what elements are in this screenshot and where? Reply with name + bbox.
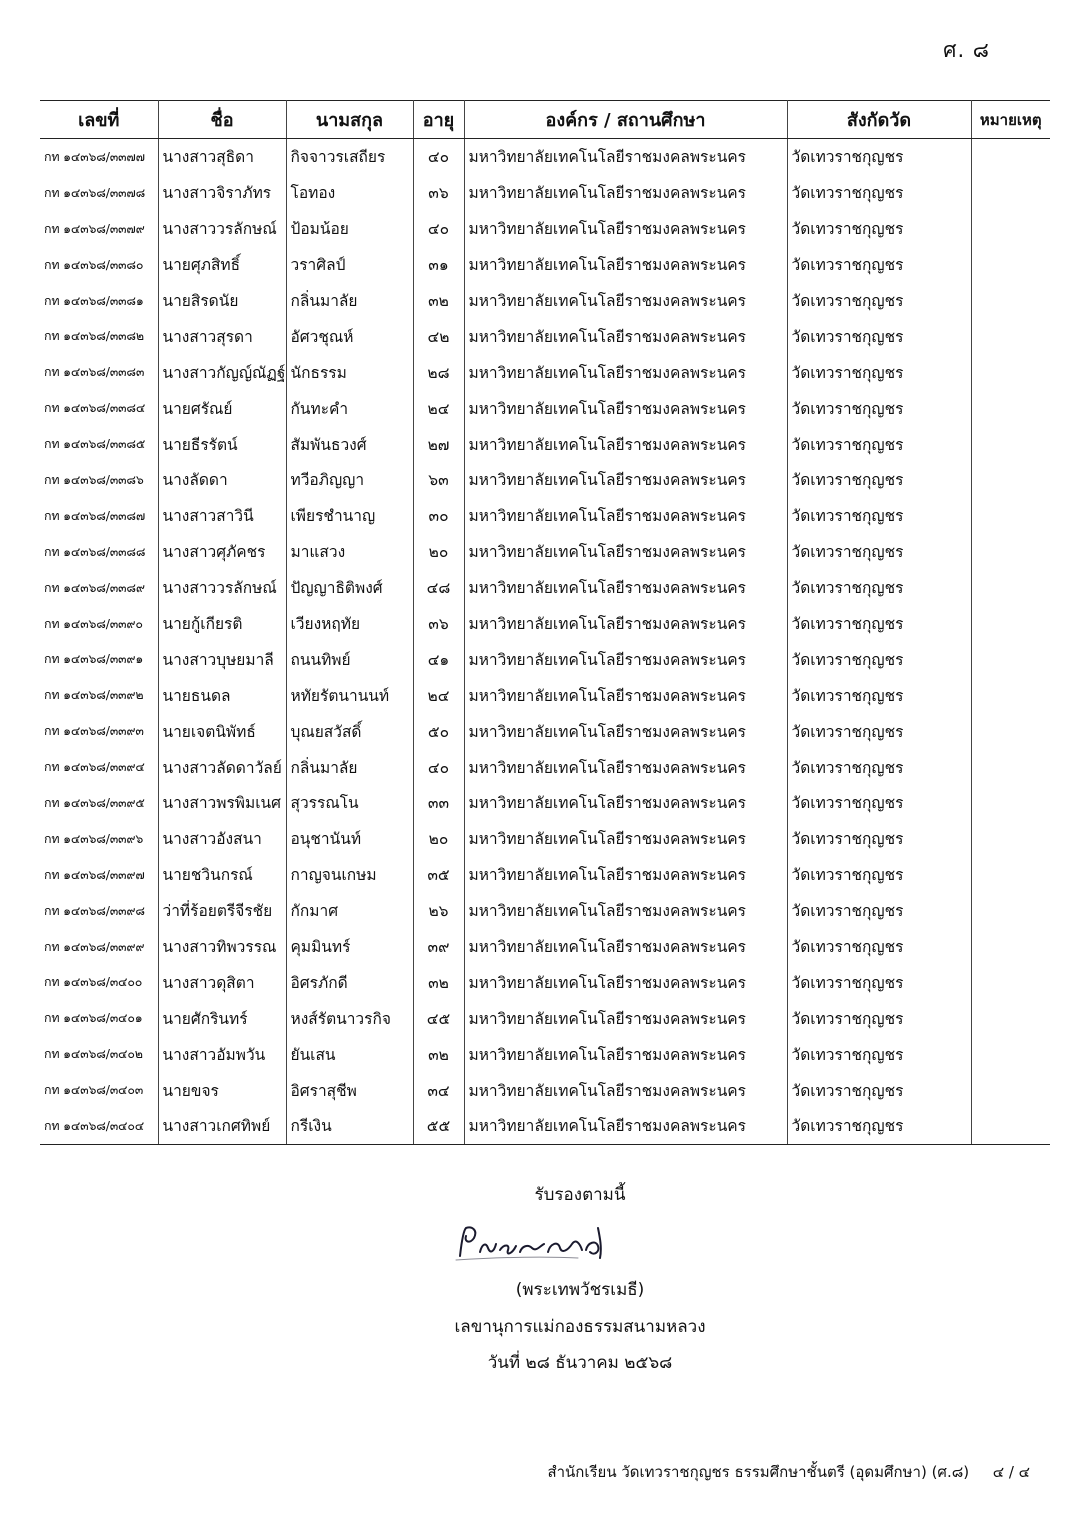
cell-note <box>971 749 1050 785</box>
cell-note <box>971 785 1050 821</box>
cell-age: ๔๐ <box>413 139 464 175</box>
cell-number: กท ๑๔๓๖๘/๓๓๘๕ <box>40 426 158 462</box>
cell-number: กท ๑๔๓๖๘/๓๓๘๓ <box>40 354 158 390</box>
cell-note <box>971 1000 1050 1036</box>
table-row <box>40 893 1050 929</box>
col-header-surname: นามสกุล <box>286 101 413 139</box>
cell-number: กท ๑๔๓๖๘/๓๔๐๒ <box>40 1036 158 1072</box>
cell-organization: มหาวิทยาลัยเทคโนโลยีราชมงคลพระนคร <box>464 749 787 785</box>
cell-name: นางสาวทิพวรรณ <box>158 929 286 965</box>
table-row <box>40 390 1050 426</box>
cell-name: นายธนดล <box>158 677 286 713</box>
cell-age: ๓๖ <box>413 606 464 642</box>
cell-note <box>971 821 1050 857</box>
roster-table <box>40 100 1050 1145</box>
cell-name: นางสาวดุสิตา <box>158 964 286 1000</box>
cell-surname: อนุชานันท์ <box>286 821 413 857</box>
cell-name: นางสาวพรพิมเนศ <box>158 785 286 821</box>
cell-temple: วัดเทวราชกุญชร <box>787 175 971 211</box>
cell-temple: วัดเทวราชกุญชร <box>787 462 971 498</box>
cell-age: ๓๐ <box>413 498 464 534</box>
cell-temple: วัดเทวราชกุญชร <box>787 283 971 319</box>
cell-number: กท ๑๔๓๖๘/๓๓๙๑ <box>40 641 158 677</box>
cell-number: กท ๑๔๓๖๘/๓๓๙๐ <box>40 606 158 642</box>
signer-title: เลขานุการแม่กองธรรมสนามหลวง <box>454 1317 706 1337</box>
col-header-organization: องค์กร / สถานศึกษา <box>464 101 787 139</box>
cell-organization: มหาวิทยาลัยเทคโนโลยีราชมงคลพระนคร <box>464 964 787 1000</box>
cell-organization: มหาวิทยาลัยเทคโนโลยีราชมงคลพระนคร <box>464 175 787 211</box>
cell-age: ๓๙ <box>413 929 464 965</box>
cell-organization: มหาวิทยาลัยเทคโนโลยีราชมงคลพระนคร <box>464 785 787 821</box>
cell-age: ๓๓ <box>413 785 464 821</box>
cell-number: กท ๑๔๓๖๘/๓๓๙๔ <box>40 749 158 785</box>
cell-note <box>971 857 1050 893</box>
cell-age: ๔๐ <box>413 749 464 785</box>
cell-surname: เพียรชำนาญ <box>286 498 413 534</box>
cell-surname: กันทะคำ <box>286 390 413 426</box>
cell-name: นายธีรรัตน์ <box>158 426 286 462</box>
cell-note <box>971 426 1050 462</box>
cell-surname: สัมพันธวงศ์ <box>286 426 413 462</box>
cell-name: นายกู้เกียรติ <box>158 606 286 642</box>
table-header-row <box>40 101 1050 139</box>
cell-number: กท ๑๔๓๖๘/๓๔๐๓ <box>40 1072 158 1108</box>
cell-organization: มหาวิทยาลัยเทคโนโลยีราชมงคลพระนคร <box>464 929 787 965</box>
cell-age: ๓๒ <box>413 1036 464 1072</box>
cell-age: ๓๒ <box>413 964 464 1000</box>
cell-age: ๓๔ <box>413 1072 464 1108</box>
cell-temple: วัดเทวราชกุญชร <box>787 606 971 642</box>
cell-organization: มหาวิทยาลัยเทคโนโลยีราชมงคลพระนคร <box>464 139 787 175</box>
cell-age: ๒๖ <box>413 893 464 929</box>
certify-heading: รับรองตามนี้ <box>534 1185 626 1205</box>
cell-age: ๔๐ <box>413 211 464 247</box>
cell-age: ๔๒ <box>413 318 464 354</box>
cell-temple: วัดเทวราชกุญชร <box>787 426 971 462</box>
cell-number: กท ๑๔๓๖๘/๓๓๙๘ <box>40 893 158 929</box>
cell-age: ๔๘ <box>413 570 464 606</box>
cell-name: นางสาวเกศทิพย์ <box>158 1108 286 1144</box>
cell-number: กท ๑๔๓๖๘/๓๓๘๒ <box>40 318 158 354</box>
cell-note <box>971 1036 1050 1072</box>
cell-note <box>971 606 1050 642</box>
cell-name: นางสาวอังสนา <box>158 821 286 857</box>
cell-number: กท ๑๔๓๖๘/๓๔๐๐ <box>40 964 158 1000</box>
cell-note <box>971 211 1050 247</box>
col-header-note: หมายเหตุ <box>971 101 1050 139</box>
cell-age: ๒๔ <box>413 677 464 713</box>
page-number: ๔ / ๔ <box>992 1463 1030 1481</box>
cell-note <box>971 893 1050 929</box>
cell-organization: มหาวิทยาลัยเทคโนโลยีราชมงคลพระนคร <box>464 1108 787 1144</box>
table-row <box>40 821 1050 857</box>
cell-number: กท ๑๔๓๖๘/๓๓๙๗ <box>40 857 158 893</box>
cell-age: ๕๕ <box>413 1108 464 1144</box>
cell-organization: มหาวิทยาลัยเทคโนโลยีราชมงคลพระนคร <box>464 641 787 677</box>
cell-temple: วัดเทวราชกุญชร <box>787 498 971 534</box>
cell-note <box>971 247 1050 283</box>
footer-text: สำนักเรียน วัดเทวราชกุญชร ธรรมศึกษาชั้นตรี (อุดมศึกษา) (ศ.๘) <box>547 1463 970 1481</box>
cell-note <box>971 283 1050 319</box>
table-row <box>40 211 1050 247</box>
cell-name: ว่าที่ร้อยตรีจีรชัย <box>158 893 286 929</box>
cell-organization: มหาวิทยาลัยเทคโนโลยีราชมงคลพระนคร <box>464 211 787 247</box>
cell-surname: กลิ่นมาลัย <box>286 283 413 319</box>
cell-number: กท ๑๔๓๖๘/๓๓๘๘ <box>40 534 158 570</box>
cell-temple: วัดเทวราชกุญชร <box>787 857 971 893</box>
cell-temple: วัดเทวราชกุญชร <box>787 1000 971 1036</box>
cell-age: ๔๑ <box>413 641 464 677</box>
cell-surname: อิศราสุชีพ <box>286 1072 413 1108</box>
cell-number: กท ๑๔๓๖๘/๓๓๘๑ <box>40 283 158 319</box>
cell-surname: อิศรภักดี <box>286 964 413 1000</box>
cell-surname: กาญจนเกษม <box>286 857 413 893</box>
cell-name: นางลัดดา <box>158 462 286 498</box>
table-row <box>40 677 1050 713</box>
cell-name: นางสาวจิราภัทร <box>158 175 286 211</box>
table-row <box>40 318 1050 354</box>
cell-surname: คุมมินทร์ <box>286 929 413 965</box>
cell-number: กท ๑๔๓๖๘/๓๓๗๘ <box>40 175 158 211</box>
cell-temple: วัดเทวราชกุญชร <box>787 677 971 713</box>
cell-surname: ทวีอภิญญา <box>286 462 413 498</box>
col-header-age: อายุ <box>413 101 464 139</box>
cell-surname: กลิ่นมาลัย <box>286 749 413 785</box>
col-header-temple: สังกัดวัด <box>787 101 971 139</box>
cell-temple: วัดเทวราชกุญชร <box>787 211 971 247</box>
cell-temple: วัดเทวราชกุญชร <box>787 785 971 821</box>
cell-note <box>971 929 1050 965</box>
cell-number: กท ๑๔๓๖๘/๓๓๗๙ <box>40 211 158 247</box>
table-row <box>40 1072 1050 1108</box>
cell-organization: มหาวิทยาลัยเทคโนโลยีราชมงคลพระนคร <box>464 1036 787 1072</box>
cell-temple: วัดเทวราชกุญชร <box>787 893 971 929</box>
cell-organization: มหาวิทยาลัยเทคโนโลยีราชมงคลพระนคร <box>464 893 787 929</box>
cell-name: นางสาวบุษยมาลี <box>158 641 286 677</box>
cell-temple: วัดเทวราชกุญชร <box>787 1108 971 1144</box>
table-row <box>40 1000 1050 1036</box>
cell-name: นางสาวสาวินี <box>158 498 286 534</box>
cell-organization: มหาวิทยาลัยเทคโนโลยีราชมงคลพระนคร <box>464 713 787 749</box>
cell-number: กท ๑๔๓๖๘/๓๔๐๔ <box>40 1108 158 1144</box>
cell-age: ๓๖ <box>413 175 464 211</box>
table-row <box>40 1108 1050 1144</box>
cell-surname: บุณยสวัสดิ์ <box>286 713 413 749</box>
cell-surname: หทัยรัตนานนท์ <box>286 677 413 713</box>
table-row <box>40 749 1050 785</box>
cell-surname: วราศิลป์ <box>286 247 413 283</box>
cell-note <box>971 139 1050 175</box>
table-row <box>40 1036 1050 1072</box>
table-row <box>40 534 1050 570</box>
col-header-number: เลขที่ <box>40 101 158 139</box>
cell-organization: มหาวิทยาลัยเทคโนโลยีราชมงคลพระนคร <box>464 1000 787 1036</box>
col-header-name: ชื่อ <box>158 101 286 139</box>
cell-surname: นักธรรม <box>286 354 413 390</box>
page-footer <box>547 1460 1030 1484</box>
cell-age: ๒๐ <box>413 534 464 570</box>
cell-organization: มหาวิทยาลัยเทคโนโลยีราชมงคลพระนคร <box>464 318 787 354</box>
cell-surname: ถนนทิพย์ <box>286 641 413 677</box>
table-row <box>40 462 1050 498</box>
table-row <box>40 247 1050 283</box>
cell-age: ๒๔ <box>413 390 464 426</box>
cell-name: นางสาววรลักษณ์ <box>158 570 286 606</box>
cell-temple: วัดเทวราชกุญชร <box>787 749 971 785</box>
cell-temple: วัดเทวราชกุญชร <box>787 570 971 606</box>
cell-temple: วัดเทวราชกุญชร <box>787 964 971 1000</box>
cell-name: นางสาวกัญญ์ณัฏฐ์ <box>158 354 286 390</box>
cell-note <box>971 1072 1050 1108</box>
cell-surname: สุวรรณโน <box>286 785 413 821</box>
table-row <box>40 175 1050 211</box>
cell-name: นางสาวสุรดา <box>158 318 286 354</box>
cell-organization: มหาวิทยาลัยเทคโนโลยีราชมงคลพระนคร <box>464 247 787 283</box>
cell-temple: วัดเทวราชกุญชร <box>787 534 971 570</box>
cell-age: ๔๕ <box>413 1000 464 1036</box>
cell-number: กท ๑๔๓๖๘/๓๓๘๙ <box>40 570 158 606</box>
cell-organization: มหาวิทยาลัยเทคโนโลยีราชมงคลพระนคร <box>464 534 787 570</box>
cell-organization: มหาวิทยาลัยเทคโนโลยีราชมงคลพระนคร <box>464 1072 787 1108</box>
cell-surname: กรีเงิน <box>286 1108 413 1144</box>
cell-surname: โอทอง <box>286 175 413 211</box>
table-row <box>40 426 1050 462</box>
table-row <box>40 857 1050 893</box>
table-row <box>40 283 1050 319</box>
cell-temple: วัดเทวราชกุญชร <box>787 139 971 175</box>
cell-age: ๖๓ <box>413 462 464 498</box>
cell-surname: กิจจาวรเสถียร <box>286 139 413 175</box>
cell-note <box>971 570 1050 606</box>
certify-date: วันที่ ๒๘ ธันวาคม ๒๕๖๘ <box>487 1353 673 1373</box>
cell-temple: วัดเทวราชกุญชร <box>787 641 971 677</box>
cell-name: นายศุภสิทธิ์ <box>158 247 286 283</box>
cell-surname: มาแสวง <box>286 534 413 570</box>
roster-body <box>40 139 1050 1145</box>
cell-surname: ปัญญาธิติพงศ์ <box>286 570 413 606</box>
cell-temple: วัดเทวราชกุญชร <box>787 1072 971 1108</box>
cell-age: ๓๒ <box>413 283 464 319</box>
cell-number: กท ๑๔๓๖๘/๓๓๙๒ <box>40 677 158 713</box>
cell-note <box>971 534 1050 570</box>
cell-temple: วัดเทวราชกุญชร <box>787 1036 971 1072</box>
cell-name: นางสาววรลักษณ์ <box>158 211 286 247</box>
cell-name: นายเจตนิพัทธ์ <box>158 713 286 749</box>
cell-age: ๒๐ <box>413 821 464 857</box>
cell-name: นายขจร <box>158 1072 286 1108</box>
table-row <box>40 641 1050 677</box>
cell-organization: มหาวิทยาลัยเทคโนโลยีราชมงคลพระนคร <box>464 390 787 426</box>
cell-note <box>971 462 1050 498</box>
cell-temple: วัดเทวราชกุญชร <box>787 713 971 749</box>
cell-note <box>971 354 1050 390</box>
cell-number: กท ๑๔๓๖๘/๓๓๗๗ <box>40 139 158 175</box>
cell-note <box>971 677 1050 713</box>
cell-note <box>971 1108 1050 1144</box>
table-row <box>40 570 1050 606</box>
cell-age: ๕๐ <box>413 713 464 749</box>
cell-organization: มหาวิทยาลัยเทคโนโลยีราชมงคลพระนคร <box>464 606 787 642</box>
cell-note <box>971 390 1050 426</box>
cell-temple: วัดเทวราชกุญชร <box>787 247 971 283</box>
cell-organization: มหาวิทยาลัยเทคโนโลยีราชมงคลพระนคร <box>464 462 787 498</box>
cell-note <box>971 318 1050 354</box>
cell-surname: อัศวชุณห์ <box>286 318 413 354</box>
table-row <box>40 139 1050 175</box>
cell-surname: ยันเสน <box>286 1036 413 1072</box>
table-row <box>40 964 1050 1000</box>
cell-name: นายสิรดนัย <box>158 283 286 319</box>
table-row <box>40 713 1050 749</box>
cell-age: ๓๑ <box>413 247 464 283</box>
table-row <box>40 606 1050 642</box>
cell-name: นายศรัณย์ <box>158 390 286 426</box>
cell-name: นางสาวศุภัคชร <box>158 534 286 570</box>
cell-number: กท ๑๔๓๖๘/๓๓๘๐ <box>40 247 158 283</box>
cell-name: นางสาวอัมพวัน <box>158 1036 286 1072</box>
table-row <box>40 929 1050 965</box>
cell-name: นายชวินกรณ์ <box>158 857 286 893</box>
cell-number: กท ๑๔๓๖๘/๓๓๘๗ <box>40 498 158 534</box>
cell-organization: มหาวิทยาลัยเทคโนโลยีราชมงคลพระนคร <box>464 857 787 893</box>
cell-temple: วัดเทวราชกุญชร <box>787 354 971 390</box>
table-row <box>40 785 1050 821</box>
table-row <box>40 354 1050 390</box>
cell-number: กท ๑๔๓๖๘/๓๓๘๔ <box>40 390 158 426</box>
cell-name: นางสาวลัดดาวัลย์ <box>158 749 286 785</box>
cell-surname: ป้อมน้อย <box>286 211 413 247</box>
cell-organization: มหาวิทยาลัยเทคโนโลยีราชมงคลพระนคร <box>464 821 787 857</box>
cell-number: กท ๑๔๓๖๘/๓๔๐๑ <box>40 1000 158 1036</box>
cell-organization: มหาวิทยาลัยเทคโนโลยีราชมงคลพระนคร <box>464 677 787 713</box>
cell-age: ๒๘ <box>413 354 464 390</box>
signer-name: (พระเทพวัชรเมธี) <box>515 1280 645 1300</box>
cell-note <box>971 498 1050 534</box>
cell-number: กท ๑๔๓๖๘/๓๓๘๖ <box>40 462 158 498</box>
cell-surname: เวียงหฤทัย <box>286 606 413 642</box>
cell-organization: มหาวิทยาลัยเทคโนโลยีราชมงคลพระนคร <box>464 354 787 390</box>
cell-organization: มหาวิทยาลัยเทคโนโลยีราชมงคลพระนคร <box>464 570 787 606</box>
cell-age: ๒๗ <box>413 426 464 462</box>
cell-note <box>971 713 1050 749</box>
cell-note <box>971 641 1050 677</box>
cell-surname: หงส์รัตนาวรกิจ <box>286 1000 413 1036</box>
cell-number: กท ๑๔๓๖๘/๓๓๙๙ <box>40 929 158 965</box>
cell-name: นายศักรินทร์ <box>158 1000 286 1036</box>
cell-note <box>971 175 1050 211</box>
cell-organization: มหาวิทยาลัยเทคโนโลยีราชมงคลพระนคร <box>464 283 787 319</box>
form-code: ศ. ๘ <box>943 38 990 62</box>
cell-number: กท ๑๔๓๖๘/๓๓๙๖ <box>40 821 158 857</box>
signature <box>448 1218 628 1268</box>
cell-age: ๓๕ <box>413 857 464 893</box>
cell-number: กท ๑๔๓๖๘/๓๓๙๕ <box>40 785 158 821</box>
cell-surname: กักมาศ <box>286 893 413 929</box>
cell-temple: วัดเทวราชกุญชร <box>787 390 971 426</box>
cell-temple: วัดเทวราชกุญชร <box>787 929 971 965</box>
cell-note <box>971 964 1050 1000</box>
cell-number: กท ๑๔๓๖๘/๓๓๙๓ <box>40 713 158 749</box>
cell-organization: มหาวิทยาลัยเทคโนโลยีราชมงคลพระนคร <box>464 498 787 534</box>
table-row <box>40 498 1050 534</box>
cell-temple: วัดเทวราชกุญชร <box>787 821 971 857</box>
cell-organization: มหาวิทยาลัยเทคโนโลยีราชมงคลพระนคร <box>464 426 787 462</box>
cell-name: นางสาวสุธิดา <box>158 139 286 175</box>
cell-temple: วัดเทวราชกุญชร <box>787 318 971 354</box>
